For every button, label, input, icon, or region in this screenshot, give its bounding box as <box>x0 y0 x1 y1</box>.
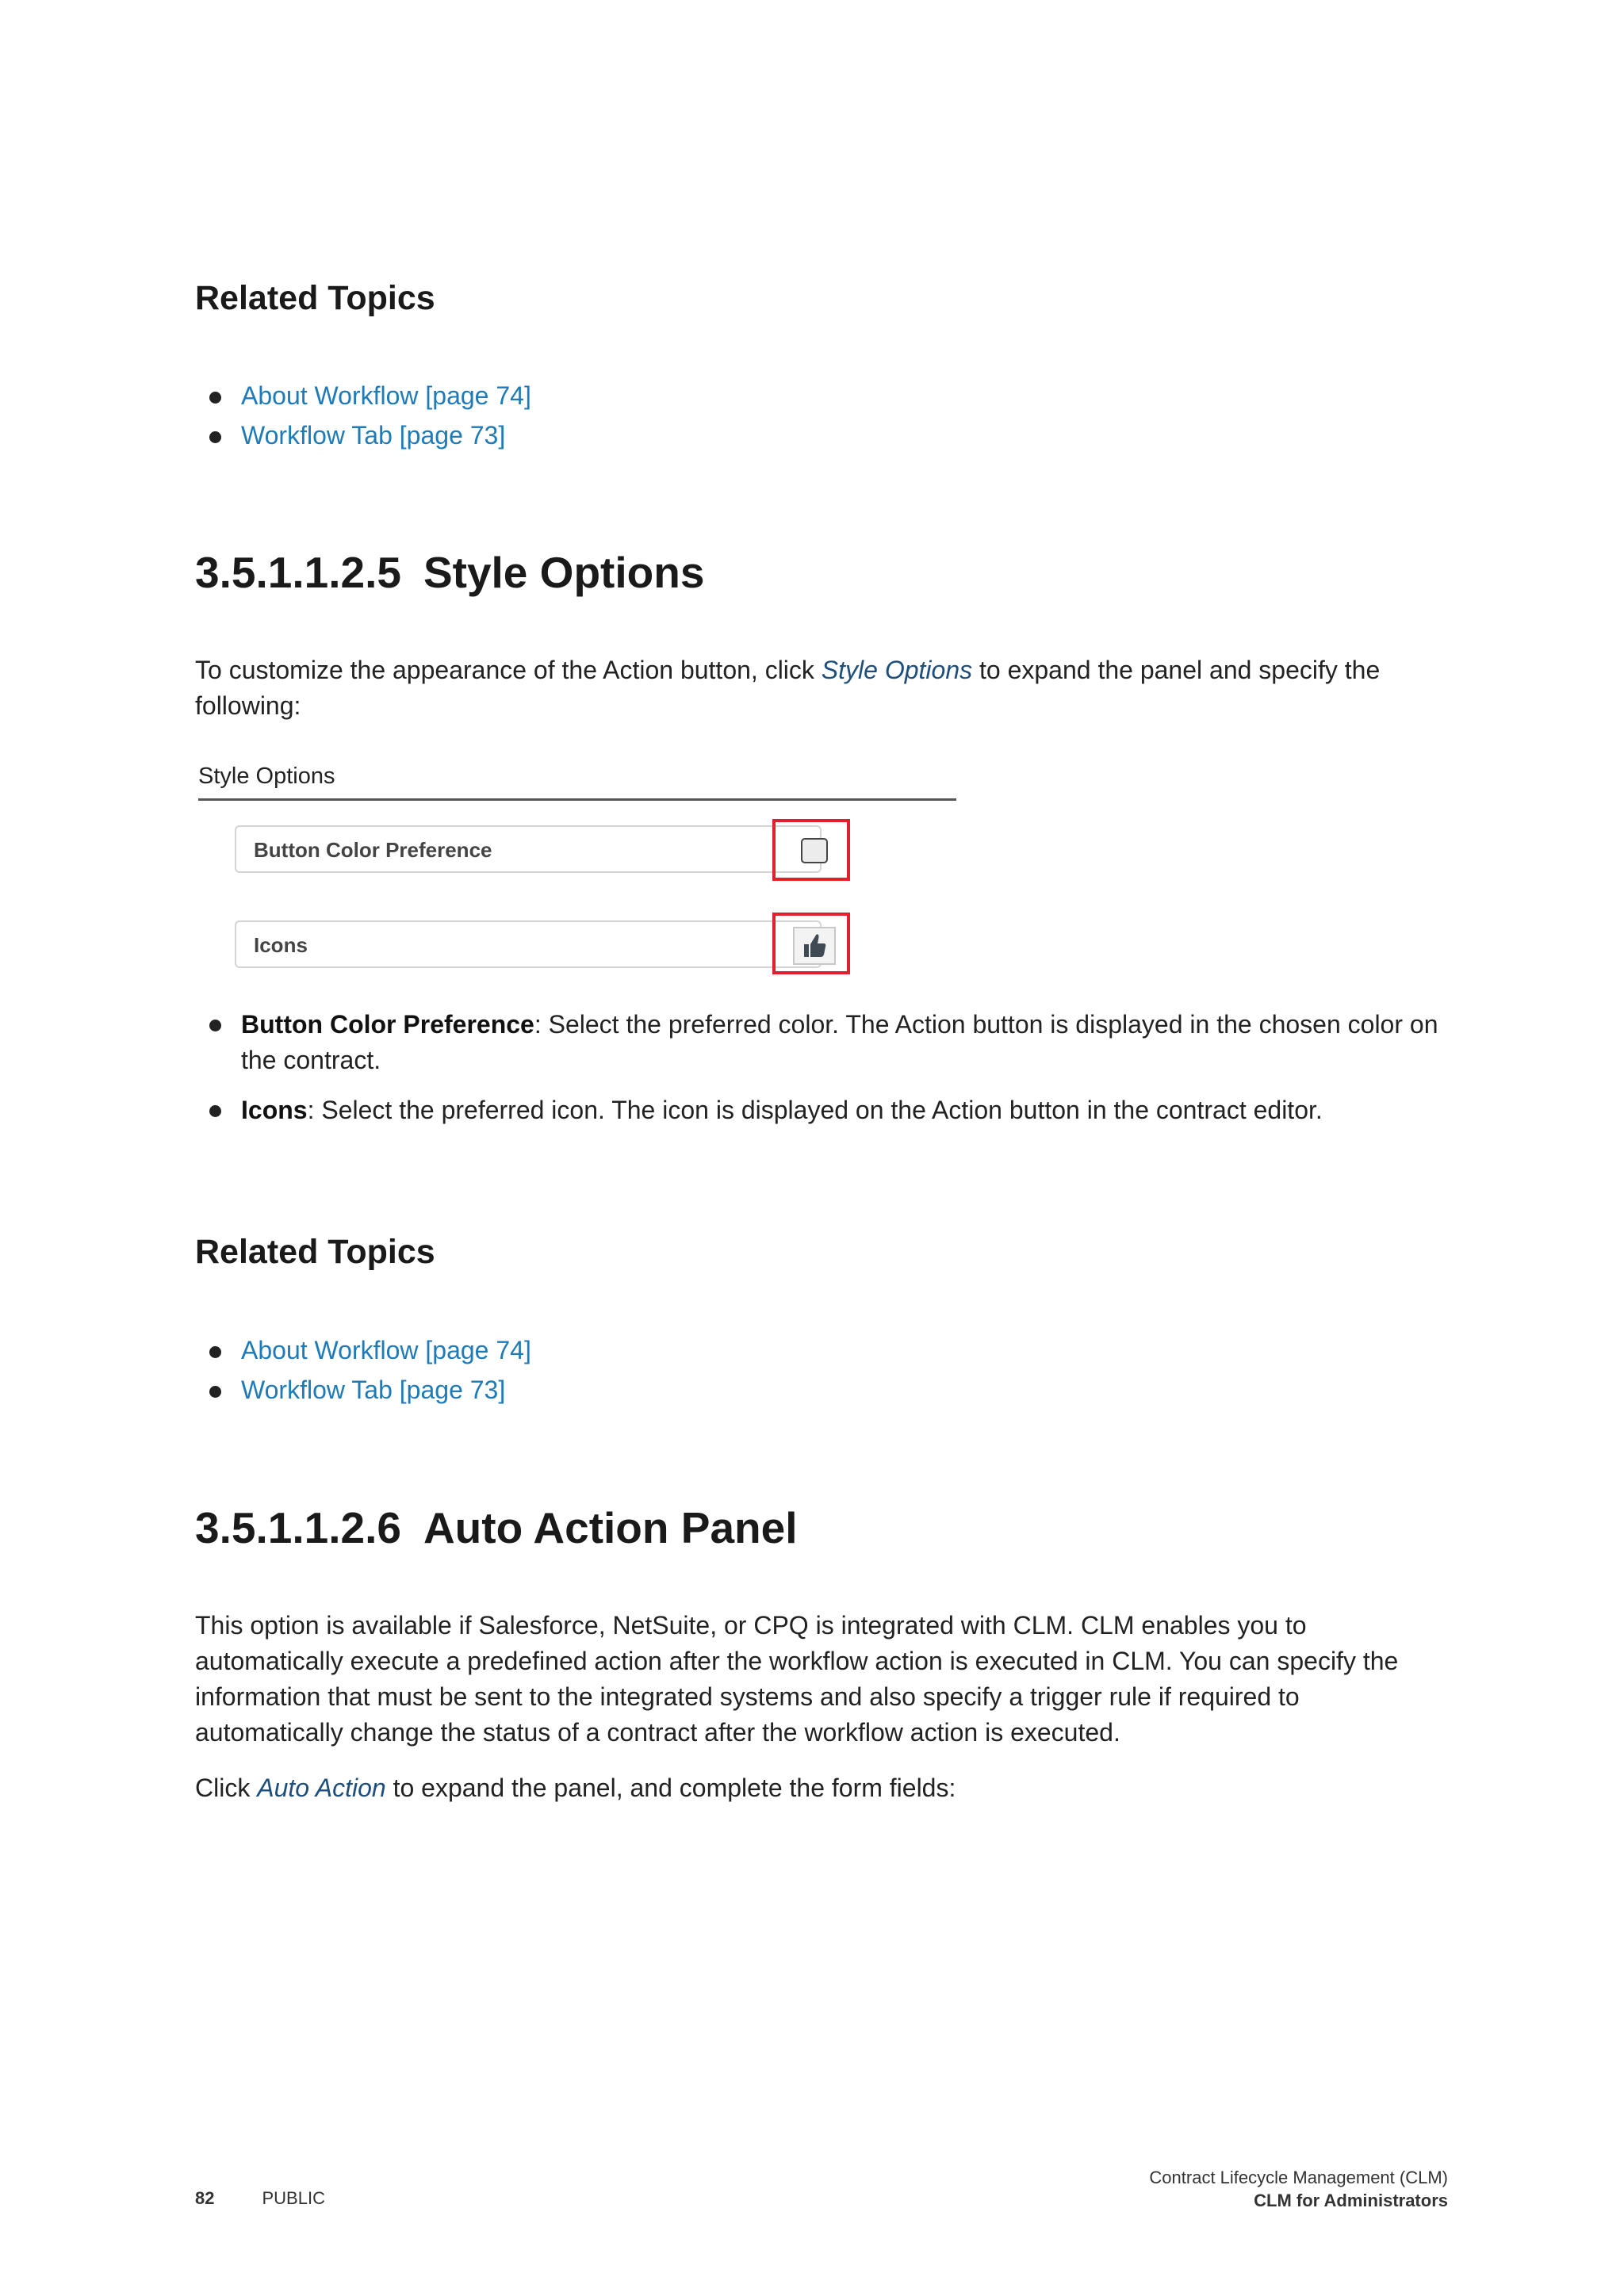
section-title: Auto Action Panel <box>423 1503 798 1552</box>
section-heading-style-options <box>195 547 704 598</box>
list-item <box>203 1093 1448 1128</box>
panel-divider <box>198 798 956 801</box>
intro-text: To customize the appearance of the Action button, click <box>195 656 822 684</box>
icon-picker-button[interactable] <box>793 927 836 965</box>
auto-action-reference: Auto Action <box>257 1774 386 1802</box>
icons-field <box>235 920 822 968</box>
list-item <box>203 1330 531 1370</box>
document-title: Contract Lifecycle Management (CLM) <box>1149 2168 1448 2187</box>
footer-right <box>1149 2166 1448 2212</box>
link-about-workflow[interactable]: About Workflow [page 74] <box>241 1336 531 1364</box>
panel-title: Style Options <box>198 763 335 789</box>
style-options-intro <box>195 652 1448 724</box>
list-item <box>203 1370 531 1410</box>
related-topics-heading: Related Topics <box>195 1233 435 1271</box>
classification-label: PUBLIC <box>262 2188 325 2208</box>
link-workflow-tab[interactable]: Workflow Tab [page 73] <box>241 421 506 450</box>
document-subtitle: CLM for Administrators <box>1254 2191 1448 2210</box>
list-item <box>203 415 531 455</box>
style-options-items <box>203 1007 1448 1142</box>
thumbs-up-icon <box>795 928 834 963</box>
term: Button Color Preference <box>241 1010 534 1039</box>
highlight-box <box>772 819 850 881</box>
intro-text: to expand the panel and specify the following: <box>195 656 1381 720</box>
list-item <box>203 1007 1448 1078</box>
term-description: : Select the preferred color. The Action button is displayed in the chosen color on the contract. <box>241 1010 1438 1074</box>
color-swatch-button[interactable] <box>801 838 828 863</box>
section-title: Style Options <box>423 548 705 597</box>
instruction-text: Click <box>195 1774 258 1802</box>
term-description: : Select the preferred icon. The icon is displayed on the Action button in the contract editor. <box>307 1096 1323 1124</box>
term: Icons <box>241 1096 308 1124</box>
list-item <box>203 376 531 415</box>
section-number: 3.5.1.1.2.5 <box>195 548 401 597</box>
instruction-text: to expand the panel, and complete the form fields: <box>385 1774 956 1802</box>
auto-action-instruction <box>195 1770 1448 1806</box>
related-topics-list <box>203 376 531 455</box>
link-workflow-tab[interactable]: Workflow Tab [page 73] <box>241 1376 506 1404</box>
style-options-reference: Style Options <box>821 656 973 684</box>
page-number: 82 <box>195 2188 215 2208</box>
related-topics-heading: Related Topics <box>195 279 435 317</box>
field-label: Icons <box>254 933 308 957</box>
related-topics-list <box>203 1330 531 1410</box>
style-options-screenshot <box>195 757 964 979</box>
button-color-preference-field <box>235 825 822 873</box>
highlight-box <box>772 913 850 974</box>
auto-action-description: This option is available if Salesforce, NetSuite, or CPQ is integrated with CLM. CLM enables you to automatically execute a predefined action after the workflow action is executed in CLM. You can specify the information that must be sent to the integrated systems and also specify a trigger rule if required to automatically change the status of a contract after the workflow action is executed. <box>195 1611 1399 1747</box>
field-label: Button Color Preference <box>254 838 492 862</box>
section-heading-auto-action <box>195 1502 798 1553</box>
section-number: 3.5.1.1.2.6 <box>195 1503 401 1552</box>
footer-left <box>195 2188 325 2209</box>
link-about-workflow[interactable]: About Workflow [page 74] <box>241 381 531 410</box>
